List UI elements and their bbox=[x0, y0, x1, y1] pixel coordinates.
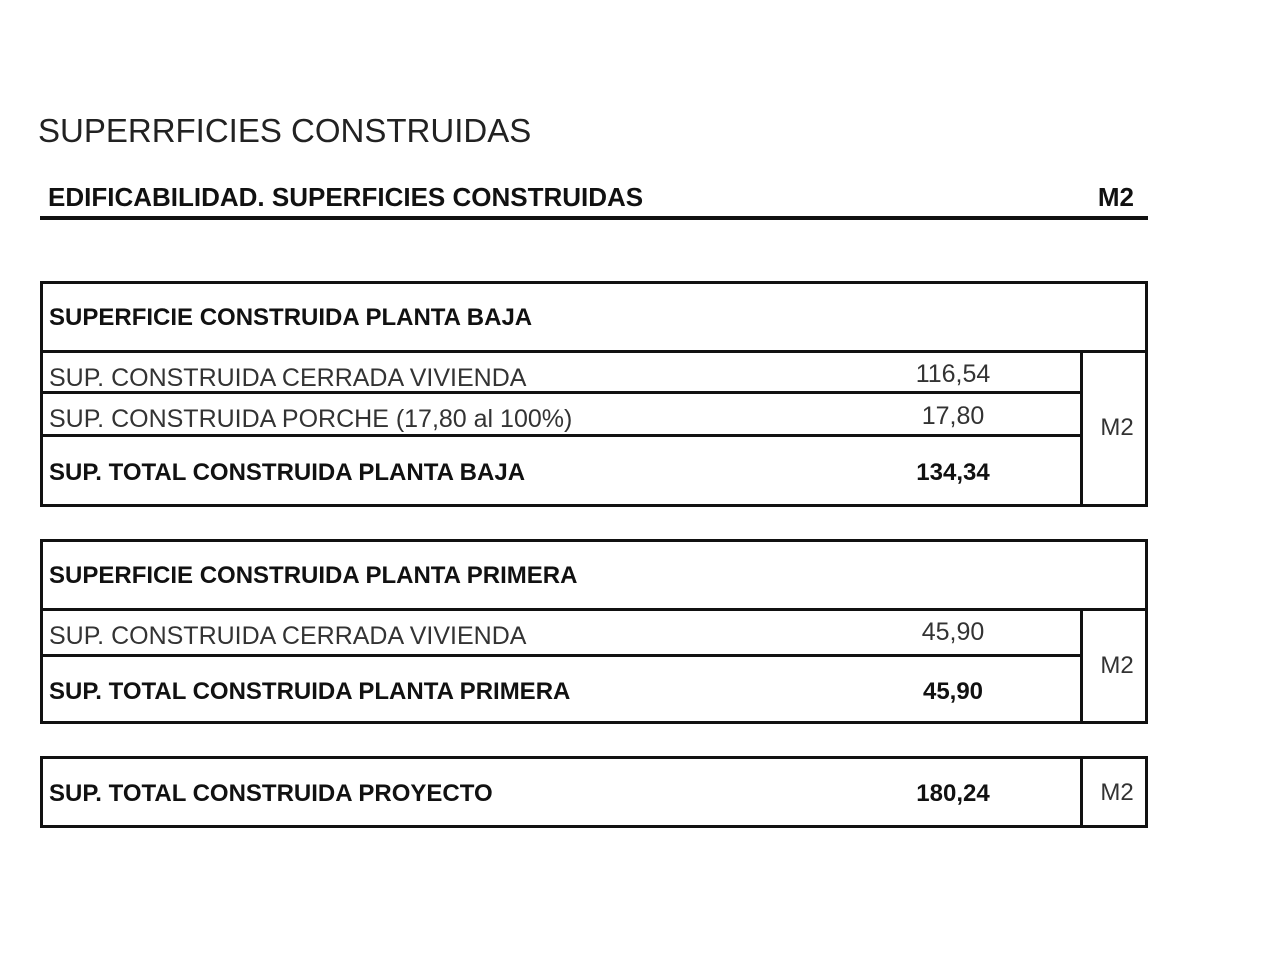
proyecto-total-table bbox=[40, 756, 1148, 828]
planta-primera-total-value: 45,90 bbox=[922, 678, 984, 705]
planta-baja-table bbox=[40, 281, 1148, 507]
proyecto-total-label: SUP. TOTAL CONSTRUIDA PROYECTO bbox=[49, 780, 493, 807]
planta-baja-row-label: SUP. CONSTRUIDA CERRADA VIVIENDA bbox=[49, 364, 527, 392]
planta-primera-row-label: SUP. CONSTRUIDA CERRADA VIVIENDA bbox=[49, 622, 527, 650]
divider bbox=[43, 654, 1080, 657]
proyecto-unit: M2 bbox=[1100, 779, 1134, 806]
document-title: SUPERRFICIES CONSTRUIDAS bbox=[38, 112, 532, 149]
planta-baja-total-label: SUP. TOTAL CONSTRUIDA PLANTA BAJA bbox=[49, 459, 526, 486]
planta-baja-title: SUPERFICIE CONSTRUIDA PLANTA BAJA bbox=[49, 304, 533, 331]
divider bbox=[43, 434, 1080, 437]
planta-primera-total-label: SUP. TOTAL CONSTRUIDA PLANTA PRIMERA bbox=[49, 678, 571, 705]
planta-baja-row-label: SUP. CONSTRUIDA PORCHE (17,80 al 100%) bbox=[49, 405, 573, 433]
table-header bbox=[40, 178, 1148, 220]
planta-baja-unit: M2 bbox=[1100, 414, 1134, 441]
proyecto-total-value: 180,24 bbox=[916, 780, 990, 807]
planta-primera-row-value: 45,90 bbox=[921, 618, 985, 646]
planta-baja-row-value: 17,80 bbox=[921, 402, 985, 430]
planta-primera-unit: M2 bbox=[1100, 652, 1134, 679]
divider bbox=[43, 350, 1145, 353]
planta-baja-row-value: 116,54 bbox=[915, 360, 991, 388]
planta-baja-total-value: 134,34 bbox=[916, 459, 990, 486]
table-header-label: EDIFICABILIDAD. SUPERFICIES CONSTRUIDAS bbox=[48, 182, 644, 212]
table-header-unit: M2 bbox=[1097, 182, 1134, 212]
planta-primera-table bbox=[40, 539, 1148, 724]
planta-primera-title: SUPERFICIE CONSTRUIDA PLANTA PRIMERA bbox=[49, 562, 578, 589]
divider bbox=[43, 608, 1145, 611]
